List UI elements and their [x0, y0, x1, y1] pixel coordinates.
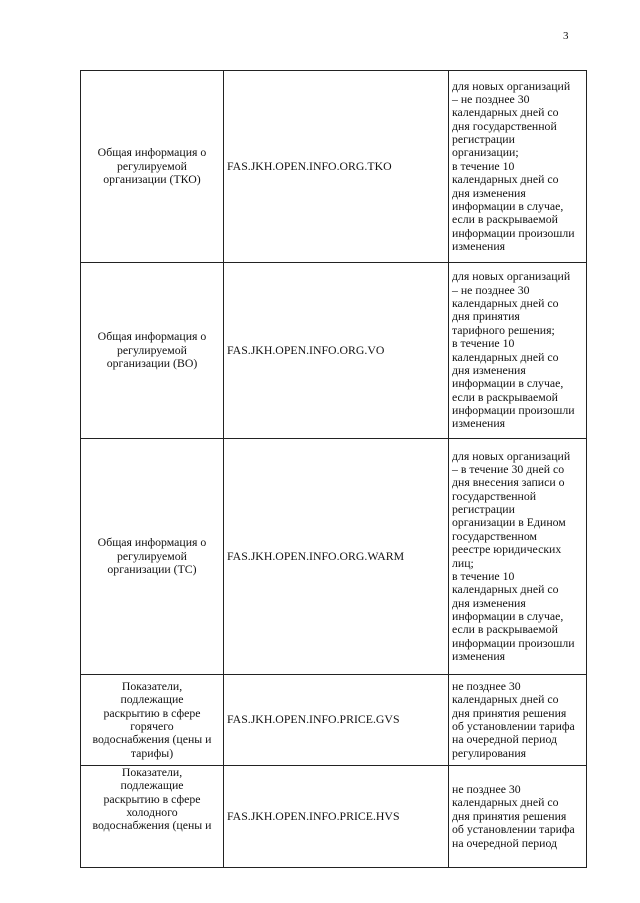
info-code-cell: FAS.JKH.OPEN.INFO.PRICE.HVS: [224, 766, 449, 868]
table-row: [81, 439, 587, 675]
info-code-cell: FAS.JKH.OPEN.INFO.ORG.TKO: [224, 71, 449, 263]
table-row: [81, 71, 587, 263]
deadline-cell: не позднее 30 календарных дней со дня принятия решения об установлении тарифа на очередной период: [449, 766, 587, 868]
deadline-cell: не позднее 30 календарных дней со дня принятия решения об установлении тарифа на очередной период регулирования: [449, 675, 587, 766]
info-name-cell: Общая информация о регулируемой организации (ТКО): [81, 71, 224, 263]
deadline-cell: для новых организаций – не позднее 30 календарных дней со дня принятия тарифного решения; в течение 10 календарных дней со дня изменения информации в случае, если в раскрываемой информации произошли изменения: [449, 263, 587, 439]
page-number: 3: [563, 30, 569, 42]
requirements-table: [80, 70, 587, 868]
info-name-cell: Общая информация о регулируемой организации (ТС): [81, 439, 224, 675]
table-row: [81, 675, 587, 766]
info-name-cell: Показатели, подлежащие раскрытию в сфере холодного водоснабжения (цены и: [81, 766, 224, 868]
deadline-cell: для новых организаций – в течение 30 дней со дня внесения записи о государственной регистрации организации в Едином государственном реестре юридических лиц; в течение 10 календарных дней со дня изменения информации в случае, если в раскрываемой информации произошли изменения: [449, 439, 587, 675]
info-code-cell: FAS.JKH.OPEN.INFO.ORG.VO: [224, 263, 449, 439]
table-row: [81, 766, 587, 868]
info-code-cell: FAS.JKH.OPEN.INFO.ORG.WARM: [224, 439, 449, 675]
table-row: [81, 263, 587, 439]
deadline-cell: для новых организаций – не позднее 30 календарных дней со дня государственной регистрации организации; в течение 10 календарных дней со дня изменения информации в случае, если в раскрываемой информации произошли изменения: [449, 71, 587, 263]
info-code-cell: FAS.JKH.OPEN.INFO.PRICE.GVS: [224, 675, 449, 766]
info-name-cell: Показатели, подлежащие раскрытию в сфере горячего водоснабжения (цены и тарифы): [81, 675, 224, 766]
info-name-cell: Общая информация о регулируемой организации (ВО): [81, 263, 224, 439]
